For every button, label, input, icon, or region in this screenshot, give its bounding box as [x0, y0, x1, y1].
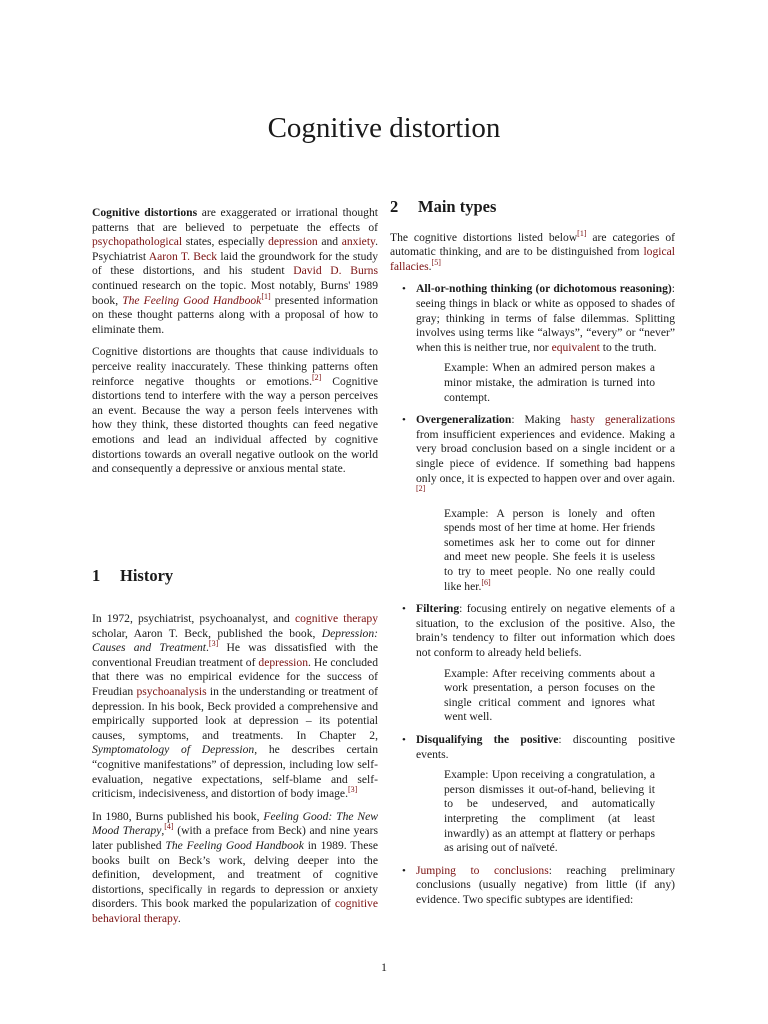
- citation-3[interactable]: [3]: [208, 639, 219, 649]
- history-section: [92, 612, 378, 934]
- link-depression[interactable]: depression: [258, 655, 308, 669]
- text: : discounting positive events.: [416, 733, 675, 761]
- text: and: [317, 235, 342, 249]
- link-aaron-beck[interactable]: Aaron T. Beck: [148, 249, 218, 263]
- text: Cognitive distortions are thoughts that cause individuals to perceive reality inaccurately. These thinking patterns often reinforce negative thoughts or emotions.: [92, 345, 378, 388]
- section-title: History: [120, 566, 174, 585]
- text: : focusing entirely on negative elements of a situation, to the exclusion of the positive. Also, the brain’s tendency to filter out information which does not conform to already held beliefs.: [416, 602, 675, 660]
- text: from insufficient experiences and evidence. Making a very broad conclusion based on a single incident or a single piece of evidence. If something bad happens only once, it is expected to happen over and over again.: [416, 427, 675, 485]
- citation-5[interactable]: [5]: [431, 257, 441, 267]
- text: In 1980, Burns published his book,: [92, 809, 264, 823]
- text: in 1989. These books built on Beck’s work, delving deeper into the definition, development, and treatment of cognitive distortions, specifically in regards to depression or anxiety disorders. This book marked the popularization of: [92, 838, 378, 911]
- list-item: [390, 282, 675, 405]
- citation-2[interactable]: [2]: [311, 372, 322, 382]
- link-david-burns[interactable]: David D. Burns: [293, 264, 378, 278]
- text: are exaggerated or irrational thought patterns that are believed to perpetuate the effects of: [92, 206, 378, 234]
- section-heading-history: [92, 566, 173, 586]
- text: : reaching preliminary conclusions (usually negative) from little (if any) evidence. Two specific subtypes are identified:: [416, 863, 676, 906]
- page-number: 1: [381, 960, 387, 974]
- text: . Psychiatrist: [92, 235, 378, 263]
- text: .: [206, 641, 209, 655]
- distortion-list: [390, 282, 675, 907]
- text: laid the groundwork for the study of these distortions, and his student: [92, 249, 378, 278]
- text: scholar, Aaron T. Beck, published the book,: [92, 626, 322, 640]
- section-number: 1: [92, 566, 101, 585]
- section-number: 2: [390, 197, 399, 216]
- citation-1[interactable]: [1]: [261, 291, 271, 301]
- list-item: [390, 413, 675, 594]
- intro-paragraph-2: [92, 345, 378, 476]
- book-title: The Feeling Good Handbook: [165, 838, 304, 852]
- example-text: Example: After receiving comments about a work presentation, a person focuses on the single critical comment and ignores what went well.: [444, 666, 655, 724]
- bullet-icon: •: [402, 603, 406, 616]
- distortion-name: All-or-nothing thinking (or dichotomous reasoning): [416, 282, 672, 296]
- intro-section: [92, 206, 378, 485]
- text: , he describes certain “cognitive manifestations” of depression, including low self-evaluation, negative expectations, self-blame and self-criticism, indecisiveness, and distortion of body image.: [92, 743, 378, 801]
- link-psychopathological[interactable]: psychopathological: [92, 235, 183, 249]
- section-title: Main types: [418, 197, 497, 216]
- text: are categories of automatic thinking, and are to be distinguished from: [390, 230, 675, 259]
- text: ,: [161, 824, 165, 838]
- page-title: Cognitive distortion: [267, 112, 501, 144]
- example-block: [444, 507, 655, 595]
- citation-3[interactable]: [3]: [347, 785, 358, 795]
- text: continued research on the topic. Most notably, Burns' 1989 book,: [92, 278, 378, 307]
- history-paragraph-2: [92, 810, 378, 927]
- bullet-icon: •: [402, 414, 406, 427]
- list-item: [390, 602, 675, 725]
- chapter-title: Symptomatology of Depression: [92, 743, 255, 757]
- link-cognitive-therapy[interactable]: cognitive therapy: [294, 612, 378, 625]
- text: .: [177, 911, 181, 925]
- text: in the understanding or treatment of depression. In his book, Beck provided a comprehensive and empirically supported look at depression – its potential causes, symptoms, and treatments. In Chapter 2,: [92, 684, 378, 742]
- link-jumping-to-conclusions[interactable]: Jumping to conclusions: [416, 863, 549, 877]
- text: He was dissatisfied with the conventional Freudian treatment of: [92, 641, 379, 669]
- bullet-icon: •: [402, 283, 406, 296]
- text: In 1972, psychiatrist, psychoanalyst, and: [92, 612, 295, 625]
- distortion-name: Disqualifying the positive: [416, 733, 559, 746]
- link-anxiety[interactable]: anxiety: [341, 235, 376, 249]
- text: . He concluded that there was no empirical evidence for the success of Freudian: [92, 655, 378, 698]
- intro-paragraph-1: [92, 206, 378, 337]
- text: : seeing things in black or white as opposed to shades of gray; thinking in terms of false dilemmas. Splitting involves using terms like “always”, “every” or “never” when this is neither true, nor: [416, 282, 675, 354]
- distortion-name: Overgeneralization: [416, 413, 512, 427]
- main-types-intro: [390, 228, 675, 275]
- list-item: [390, 733, 675, 856]
- list-item: [390, 864, 675, 908]
- bullet-icon: •: [402, 734, 406, 746]
- main-types-section: [390, 197, 676, 914]
- text: The cognitive distortions listed below: [390, 230, 578, 244]
- book-title: Depression: Causes and Treatment: [92, 626, 378, 655]
- distortion-name: Filtering: [416, 602, 460, 616]
- link-logical-fallacies[interactable]: logical fallacies: [390, 245, 675, 273]
- example-text: Example: Upon receiving a congratulation, a person dismisses it out-of-hand, believing it to be undeserved, and automatically interpreting the compliment (at least inwardly) as an attempt at flattery or perhaps as arising out of naïveté.: [444, 768, 655, 855]
- history-paragraph-1: [92, 612, 378, 802]
- bullet-icon: •: [402, 864, 406, 877]
- book-title: Feeling Good: The New Mood Therapy: [92, 809, 378, 838]
- link-psychoanalysis[interactable]: psychoanalysis: [136, 684, 207, 698]
- text: .: [428, 259, 432, 273]
- example-text: Example: When an admired person makes a minor mistake, the admiration is turned into contempt.: [444, 361, 655, 404]
- link-feeling-good-handbook[interactable]: The Feeling Good Handbook: [122, 293, 262, 307]
- link-hasty-generalizations[interactable]: hasty generalizations: [570, 413, 675, 427]
- link-cognitive-behavioral-therapy[interactable]: cognitive behavioral therapy: [92, 897, 378, 925]
- text: presented information on these thought patterns along with a proposal of how to eliminate them.: [92, 293, 378, 336]
- text: : Making: [511, 413, 571, 427]
- section-heading-main-types: [390, 197, 675, 216]
- text: to the truth.: [599, 340, 657, 354]
- link-depression[interactable]: depression: [268, 235, 318, 249]
- text: states, especially: [182, 235, 269, 249]
- lead-term: Cognitive distortions: [92, 206, 198, 219]
- example-text: Example: A person is lonely and often spends most of her time at home. Her friends sometimes ask her to come out for dinner and meet new people. She feels it is useless to try to meet people. No one really could like her.: [444, 506, 655, 593]
- link-equivalent[interactable]: equivalent: [551, 340, 600, 354]
- citation-6[interactable]: [6]: [481, 577, 491, 587]
- text: (with a preface from Beck) and nine years later published: [92, 824, 378, 852]
- citation-4[interactable]: [4]: [164, 822, 174, 832]
- citation-2[interactable]: [2]: [416, 484, 426, 494]
- citation-1[interactable]: [1]: [577, 228, 587, 238]
- text: Cognitive distortions tend to interfere with the way a person perceives an event. Because the way a person feels intervenes with how they think, these distorted thoughts can feed negative emotions and lead an individual affected by cognitive distortions towards an overall negative outlook on the world and consequently a depressive or anxious mental state.: [92, 374, 378, 476]
